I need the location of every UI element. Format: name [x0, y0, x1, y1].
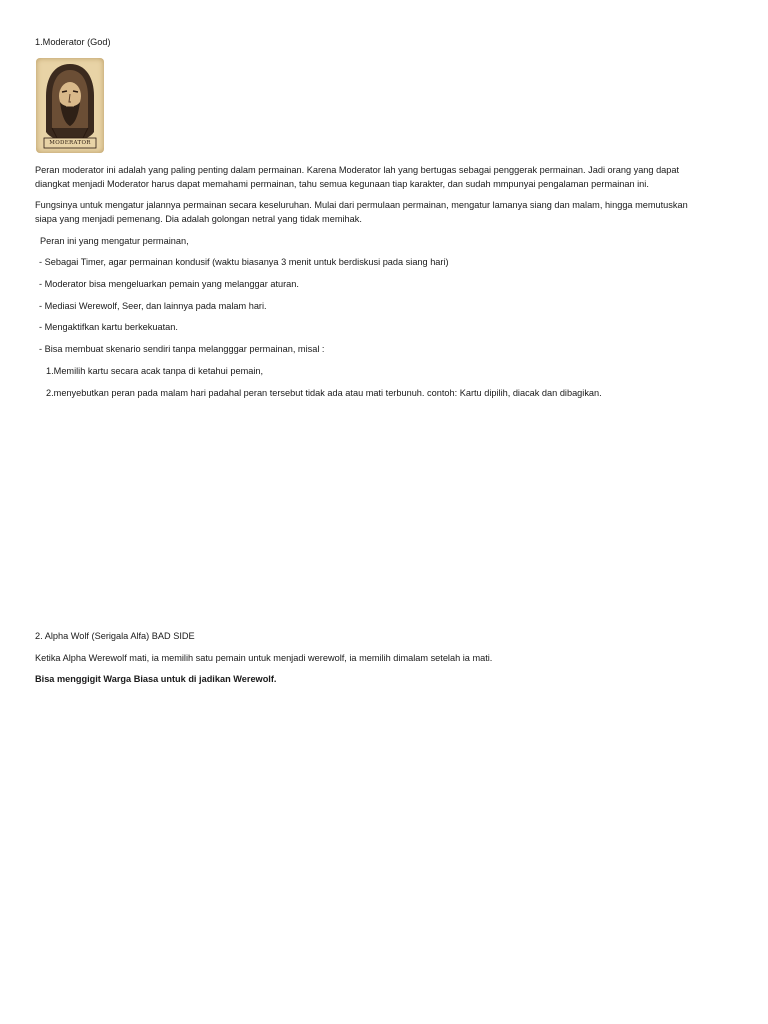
section-1-heading: 1.Moderator (God) [35, 37, 111, 47]
list-item: - Mediasi Werewolf, Seer, dan lainnya pada malam hari. [39, 301, 267, 311]
roles-intro: Peran ini yang mengatur permainan, [40, 236, 189, 246]
section-2-bold-note: Bisa menggigit Warga Biasa untuk di jadikan Werewolf. [35, 674, 277, 684]
section-2-heading: 2. Alpha Wolf (Serigala Alfa) BAD SIDE [35, 631, 195, 641]
sub-list-item: 1.Memilih kartu secara acak tanpa di ketahui pemain, [46, 366, 264, 376]
card-caption: MODERATOR [49, 140, 91, 146]
list-item: - Mengaktifkan kartu berkekuatan. [39, 322, 178, 332]
section-2-paragraph: Ketika Alpha Werewolf mati, ia memilih satu pemain untuk menjadi werewolf, ia memilih dimalam setelah ia mati. [35, 653, 493, 663]
moderator-card-image [36, 58, 104, 153]
list-item: - Moderator bisa mengeluarkan pemain yang melanggar aturan. [39, 279, 299, 289]
list-item: - Bisa membuat skenario sendiri tanpa melangggar permainan, misal : [39, 344, 325, 354]
sub-list-item: 2.menyebutkan peran pada malam hari padahal peran tersebut tidak ada atau mati terbunuh. contoh: Kartu dipilih, diacak dan dibagikan. [46, 388, 602, 398]
paragraph-1-line-2: diangkat menjadi Moderator harus dapat memahami permainan, tahu semua kegunaan tiap karakter, dan sudah mmpunyai pengalaman permainan ini. [35, 179, 649, 189]
list-item: - Sebagai Timer, agar permainan kondusif (waktu biasanya 3 menit untuk berdiskusi pada siang hari) [39, 257, 449, 267]
paragraph-2-line-1: Fungsinya untuk mengatur jalannya permainan secara keseluruhan. Mulai dari permulaan permainan, mengatur lamanya siang dan malam, hingga memutuskan [35, 200, 688, 210]
paragraph-2-line-2: siapa yang menjadi pemenang. Dia adalah golongan netral yang tidak memihak. [35, 214, 362, 224]
paragraph-1-line-1: Peran moderator ini adalah yang paling penting dalam permainan. Karena Moderator lah yang bertugas sebagai penggerak permainan. Jadi orang yang dapat [35, 165, 680, 175]
